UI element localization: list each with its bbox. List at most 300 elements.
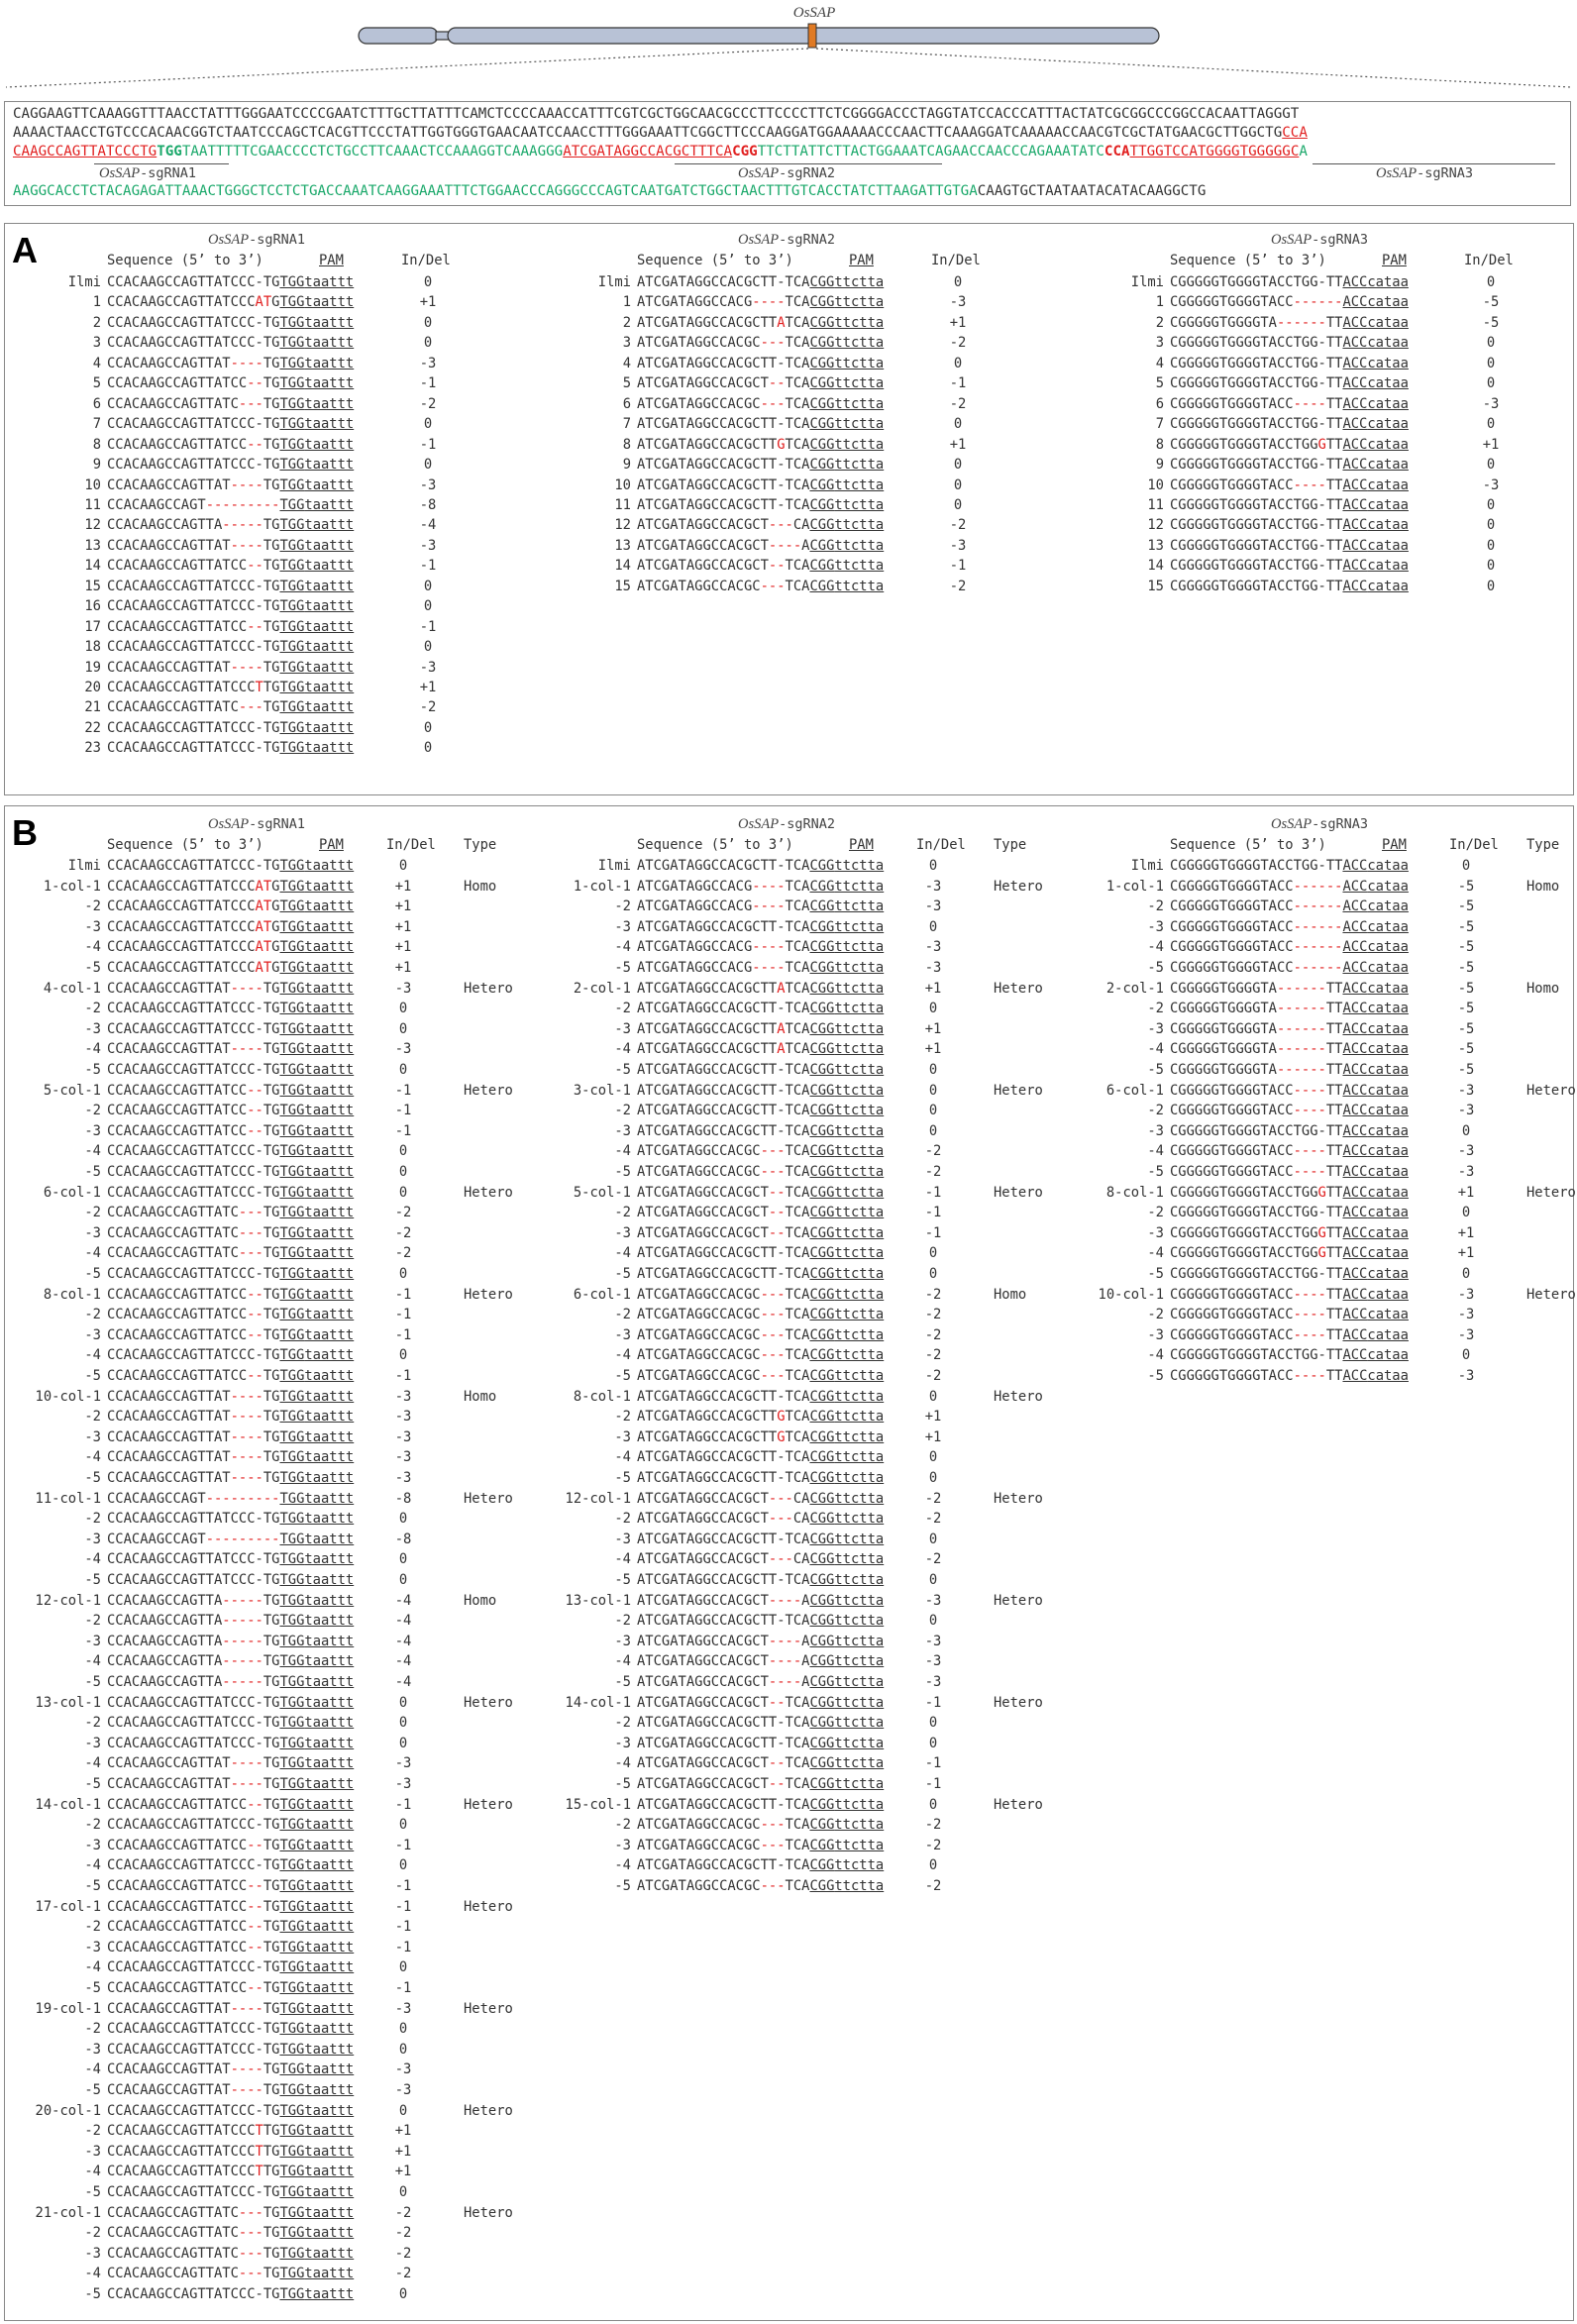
- row-id: -3: [614, 1020, 631, 1037]
- row-indel: 0: [928, 1082, 938, 1099]
- row-sequence: [1170, 1019, 1409, 1039]
- row-indel: -1: [924, 1776, 942, 1792]
- row-sequence: [637, 333, 884, 353]
- row-indel: -1: [394, 1796, 412, 1813]
- sequence-segment: CGGGGGTGGGGTA: [1170, 1062, 1277, 1078]
- sequence-segment: A: [777, 980, 786, 997]
- row-id: 13-col-1: [565, 1592, 631, 1609]
- sequence-segment: --: [768, 1755, 786, 1772]
- row-sequence: [637, 1264, 884, 1284]
- row-id: Ilmi: [1130, 274, 1164, 290]
- sequence-segment: taattt: [304, 2266, 355, 2282]
- sequence-segment: ttctta: [834, 416, 885, 433]
- sequence-segment: TGG: [279, 1184, 305, 1201]
- row-sequence: [1170, 354, 1409, 373]
- sequence-segment: TGG: [279, 1388, 305, 1405]
- column-header-type: Type: [1526, 837, 1560, 853]
- sequence-segment: TG: [263, 395, 280, 412]
- row-sequence: [637, 1387, 884, 1407]
- row-sequence: [637, 999, 884, 1018]
- row-indel: +1: [1482, 436, 1500, 453]
- sequence-segment: ttctta: [834, 1001, 885, 1017]
- sequence-segment: TT: [1325, 1082, 1343, 1099]
- row-sequence: [107, 1876, 354, 1896]
- row-indel: -1: [394, 1326, 412, 1343]
- sequence-segment: TGG: [279, 740, 305, 757]
- sequence-segment: G: [271, 898, 280, 915]
- sequence-segment: ttctta: [834, 1837, 885, 1853]
- row-sequence: [107, 1081, 354, 1101]
- row-id: 6-col-1: [573, 1286, 631, 1303]
- sequence-segment: TG: [263, 680, 280, 695]
- sequence-segment: ACC: [1342, 1082, 1368, 1099]
- sequence-segment: taattt: [304, 1939, 355, 1955]
- row-indel: 0: [953, 274, 963, 290]
- sequence-segment: CCACAAGCCAGTTAT: [107, 537, 231, 554]
- sequence-segment: ttctta: [834, 1796, 885, 1813]
- row-sequence: [1170, 1183, 1409, 1203]
- row-id: -4: [614, 1041, 631, 1058]
- sequence-segment: CGG: [809, 416, 835, 433]
- row-id: 6-col-1: [1105, 1082, 1164, 1099]
- row-id: -3: [1147, 1326, 1164, 1343]
- sequence-segment: TGG: [279, 878, 305, 895]
- row-indel: 0: [928, 1266, 938, 1282]
- sequence-segment: --: [247, 1939, 263, 1955]
- row-sequence: [107, 2142, 354, 2162]
- row-sequence: [107, 2264, 354, 2283]
- row-indel: +1: [1457, 1245, 1475, 1262]
- row-sequence: [1170, 1081, 1409, 1101]
- sequence-segment: AT: [255, 918, 272, 935]
- row-id: -5: [1147, 1368, 1164, 1384]
- sequence-segment: ---: [238, 2266, 263, 2282]
- row-indel: -5: [1457, 939, 1475, 956]
- sequence-segment: A: [801, 1674, 810, 1690]
- sequence-segment: taattt: [304, 1490, 355, 1507]
- sequence-segment: ----: [752, 898, 786, 915]
- row-sequence: [637, 475, 884, 495]
- sequence-segment: TGG: [279, 898, 305, 915]
- row-id: 1-col-1: [1105, 878, 1164, 895]
- sequence-segment: CGG: [809, 1001, 835, 1017]
- column-header-sequence: Sequence (5’ to 3’): [107, 837, 263, 853]
- row-id: 3: [1155, 335, 1164, 352]
- sequence-segment: ACC: [1342, 960, 1368, 976]
- sequence-segment: cataa: [1367, 395, 1409, 412]
- sequence-segment: TCA: [785, 1041, 810, 1058]
- sequence-segment: ATCGATAGGCCACGC: [637, 1307, 761, 1323]
- sequence-segment: ACC: [1342, 537, 1368, 554]
- row-sequence: [1170, 292, 1409, 312]
- row-indel: 0: [398, 1062, 408, 1078]
- sequence-segment: G: [271, 294, 280, 311]
- row-sequence: [107, 979, 354, 999]
- row-id: 2: [92, 314, 101, 331]
- sequence-segment: taattt: [304, 878, 355, 895]
- sequence-segment: ----: [230, 1776, 263, 1792]
- row-id: -3: [1147, 1122, 1164, 1139]
- row-id: -3: [84, 1633, 101, 1649]
- row-sequence: [637, 1591, 884, 1611]
- row-sequence: [107, 1019, 354, 1039]
- sequence-segment: ttctta: [834, 1715, 885, 1732]
- row-indel: -3: [394, 1755, 412, 1772]
- sequence-segment: ttctta: [834, 314, 885, 331]
- row-id: 7: [92, 416, 101, 433]
- sequence-segment: CCACAAGCCAGTTATCCC-TG: [107, 2102, 280, 2119]
- sequence-segment: cataa: [1367, 496, 1409, 513]
- sequence-segment: CCACAAGCCAGTTATCCC-TG: [107, 314, 280, 331]
- row-sequence: [107, 1836, 354, 1855]
- sequence-segment: taattt: [304, 1755, 355, 1772]
- sequence-segment: cataa: [1367, 294, 1409, 311]
- grid-title: OsSAP-sgRNA2: [738, 816, 835, 832]
- sequence-segment: ATCGATAGGCCACG: [637, 939, 753, 956]
- sequence-segment: TCA: [785, 939, 810, 956]
- sequence-segment: CCACAAGCCAGTTAT: [107, 1041, 231, 1058]
- row-sequence: [107, 1713, 354, 1733]
- sequence-segment: ttctta: [834, 1082, 885, 1099]
- sequence-segment: ttctta: [834, 1409, 885, 1426]
- row-indel: +1: [1457, 1184, 1475, 1201]
- sequence-segment: CGGGGGTGGGGTACC: [1170, 898, 1294, 915]
- sequence-segment: TGG: [279, 1837, 305, 1853]
- sequence-segment: cataa: [1367, 1143, 1409, 1160]
- sequence-segment: ACC: [1342, 1143, 1368, 1160]
- row-indel: -5: [1457, 1020, 1475, 1037]
- row-id: 19: [84, 659, 101, 676]
- grid-title: OsSAP-sgRNA3: [1271, 816, 1368, 832]
- row-indel: 0: [423, 274, 433, 290]
- sequence-segment: CCACAAGCCAGTTATCC: [107, 1286, 248, 1303]
- zoom-line-left: [6, 49, 808, 87]
- row-id: -4: [84, 1755, 101, 1772]
- sequence-segment: ATCGATAGGCCACGCTT-TCA: [637, 416, 810, 433]
- sequence-segment: ACC: [1342, 1307, 1368, 1323]
- row-indel: -2: [924, 1347, 942, 1364]
- sequence-segment: ATCGATAGGCCACGCTT: [637, 1409, 778, 1426]
- row-indel: -3: [1457, 1082, 1475, 1099]
- column-header-pam: PAM: [849, 837, 874, 853]
- sequence-segment: CCACAAGCCAGTTATCCC-TG: [107, 2184, 280, 2200]
- row-id: -5: [84, 1674, 101, 1690]
- sequence-segment: ttctta: [834, 496, 885, 513]
- sequence-segment: taattt: [304, 1694, 355, 1711]
- row-indel: -2: [924, 1878, 942, 1894]
- sequence-segment: cataa: [1367, 1326, 1409, 1343]
- sequence-segment: CCACAAGCCAGTTATCCC-TG: [107, 1164, 280, 1180]
- sequence-segment: TGG: [279, 1572, 305, 1588]
- sequence-segment: CCACAAGCCAGTTATCCC: [107, 2143, 256, 2160]
- sequence-segment: ATCGATAGGCCACGCTT-TCA: [637, 1001, 810, 1017]
- row-sequence: [107, 1672, 354, 1692]
- sequence-segment: CGG: [809, 1122, 835, 1139]
- row-indel: 0: [1461, 858, 1471, 874]
- sequence-segment: CCACAAGCCAGT: [107, 1531, 206, 1547]
- row-id: -5: [614, 1878, 631, 1894]
- sequence-segment: TTCTTATTCTTACTGGAAATCAGAACCAACCCAGAAATATC: [757, 144, 1104, 159]
- row-id: -4: [614, 939, 631, 956]
- sequence-segment: ATCGATAGGCCACGC: [637, 1143, 761, 1160]
- row-type: Hetero: [994, 878, 1043, 895]
- sequence-segment: TCA: [785, 335, 810, 352]
- row-indel: -1: [394, 1286, 412, 1303]
- row-id: 1-col-1: [43, 878, 101, 895]
- sequence-segment: taattt: [304, 740, 355, 757]
- sequence-segment: ----: [768, 1653, 802, 1670]
- row-indel: +1: [924, 1041, 942, 1058]
- row-indel: -3: [924, 939, 942, 956]
- row-id: -4: [84, 1551, 101, 1568]
- sequence-segment: TG: [263, 1776, 280, 1792]
- sequence-segment: ttctta: [834, 335, 885, 352]
- row-id: 13-col-1: [35, 1694, 101, 1711]
- sequence-segment: ATCGATAGGCCACGCTT-TCA: [637, 1470, 810, 1486]
- row-id: -4: [614, 1857, 631, 1874]
- sequence-segment: ATCGATAGGCCACGCT: [637, 1776, 769, 1792]
- sequence-segment: ----: [768, 1633, 802, 1649]
- sequence-segment: ttctta: [834, 1857, 885, 1874]
- sgrna2-label: OsSAP-sgRNA2: [738, 165, 835, 181]
- sequence-segment: TGG: [279, 1470, 305, 1486]
- sequence-segment: ATCGATAGGCCACGCTT-TCA: [637, 1531, 810, 1547]
- row-sequence: [1170, 856, 1409, 876]
- sequence-segment: TT: [1325, 1020, 1343, 1037]
- row-id: -4: [614, 1551, 631, 1568]
- sequence-segment: ---: [238, 2225, 263, 2242]
- row-type: Hetero: [464, 2102, 513, 2119]
- row-sequence: [107, 373, 354, 393]
- sequence-segment: taattt: [304, 1551, 355, 1568]
- sequence-segment: ATCGATAGGCCACG: [637, 960, 753, 976]
- row-sequence: [637, 1223, 884, 1243]
- sequence-segment: CGG: [809, 375, 835, 392]
- row-id: -3: [84, 2245, 101, 2262]
- sequence-segment: ----: [230, 2061, 263, 2078]
- sequence-segment: TG: [263, 537, 280, 554]
- row-id: Ilmi: [67, 274, 101, 290]
- sequence-segment: TG: [263, 1653, 280, 1670]
- row-id: 11: [1147, 496, 1164, 513]
- sequence-segment: ---: [760, 1837, 786, 1853]
- sequence-segment: TG: [263, 699, 280, 716]
- sequence-segment: TG: [263, 1307, 280, 1323]
- row-indel: -2: [924, 1551, 942, 1568]
- row-indel: -2: [394, 2204, 412, 2221]
- sequence-segment: ------: [1276, 1001, 1326, 1017]
- sequence-segment: TCA: [785, 436, 810, 453]
- sequence-segment: ACC: [1342, 898, 1368, 915]
- panel-b: [4, 805, 1574, 2321]
- sequence-segment: CCACAAGCCAGTTATCCC-TG: [107, 740, 280, 757]
- sgrna3-label: OsSAP-sgRNA3: [1376, 165, 1473, 181]
- row-indel: -4: [394, 1633, 412, 1649]
- row-id: -2: [614, 1715, 631, 1732]
- sequence-segment: TG: [263, 618, 280, 635]
- sequence-segment: CGG: [809, 1715, 835, 1732]
- sequence-segment: ttctta: [834, 395, 885, 412]
- sequence-segment: TGG: [279, 618, 305, 635]
- row-id: -5: [84, 1776, 101, 1792]
- sequence-segment: taattt: [304, 274, 355, 290]
- row-id: 16: [84, 598, 101, 615]
- sequence-segment: ------: [1276, 980, 1326, 997]
- sequence-segment: TG: [263, 1674, 280, 1690]
- sequence-segment: TT: [1325, 1245, 1343, 1262]
- sequence-segment: taattt: [304, 2245, 355, 2262]
- row-indel: -2: [924, 1307, 942, 1323]
- column-header-pam: PAM: [319, 253, 344, 268]
- row-id: 13: [1147, 537, 1164, 554]
- sequence-line: [13, 183, 1206, 199]
- row-sequence: [107, 272, 354, 292]
- row-id: 20: [84, 680, 101, 695]
- row-id: -2: [614, 1001, 631, 1017]
- sequence-segment: taattt: [304, 578, 355, 594]
- row-indel: 0: [928, 1531, 938, 1547]
- sequence-segment: CCACAAGCCAGTTATCC: [107, 1368, 248, 1384]
- column-header-indel: In/Del: [916, 837, 966, 853]
- sequence-segment: CCACAAGCCAGTTATCC: [107, 1898, 248, 1915]
- sequence-segment: ttctta: [834, 980, 885, 997]
- row-id: 7: [1155, 416, 1164, 433]
- column-header-sequence: Sequence (5’ to 3’): [637, 253, 793, 268]
- sequence-segment: ttctta: [834, 375, 885, 392]
- sequence-segment: ttctta: [834, 1735, 885, 1751]
- sequence-segment: ACC: [1342, 980, 1368, 997]
- sequence-segment: CGGGGGTGGGGTACC: [1170, 1326, 1294, 1343]
- sequence-segment: TG: [263, 1041, 280, 1058]
- row-sequence: [637, 1203, 884, 1222]
- row-indel: -4: [419, 517, 437, 534]
- row-sequence: [637, 1121, 884, 1141]
- sequence-segment: taattt: [304, 1837, 355, 1853]
- row-id: -4: [1147, 1041, 1164, 1058]
- sequence-segment: ACC: [1342, 1020, 1368, 1037]
- sequence-segment: TGG: [279, 1409, 305, 1426]
- sequence-segment: TGG: [279, 1062, 305, 1078]
- grid-title: OsSAP-sgRNA1: [208, 232, 305, 248]
- row-indel: -3: [394, 2082, 412, 2098]
- row-sequence: [107, 1855, 354, 1875]
- sequence-segment: ---: [768, 517, 793, 534]
- sequence-segment: CCACAAGCCAGTTATCCC-TG: [107, 1347, 280, 1364]
- sequence-segment: CGG: [809, 1776, 835, 1792]
- row-type: Homo: [464, 1592, 497, 1609]
- sequence-segment: CCACAAGCCAGTTATCCC: [107, 680, 256, 695]
- sequence-segment: cataa: [1367, 1245, 1409, 1262]
- row-id: -4: [614, 1143, 631, 1160]
- grid-title: OsSAP-sgRNA1: [208, 816, 305, 832]
- row-indel: -4: [394, 1592, 412, 1609]
- sequence-segment: ttctta: [834, 1817, 885, 1834]
- sequence-segment: TGG: [279, 1817, 305, 1834]
- row-sequence: [107, 2162, 354, 2181]
- row-sequence: [107, 1468, 354, 1488]
- row-indel: 0: [398, 1001, 408, 1017]
- sequence-segment: CGG: [809, 496, 835, 513]
- sequence-segment: ATCGATAGGCCACGCT: [637, 1184, 769, 1201]
- sequence-segment: ACC: [1342, 314, 1368, 331]
- row-indel: -2: [419, 699, 437, 716]
- row-id: -4: [84, 1143, 101, 1160]
- sequence-segment: ATCGATAGGCCACGC: [637, 1878, 761, 1894]
- row-indel: -1: [394, 1122, 412, 1139]
- sequence-segment: ACC: [1342, 1062, 1368, 1078]
- row-id: -3: [84, 1224, 101, 1241]
- sequence-segment: CGG: [809, 1103, 835, 1119]
- sequence-segment: ttctta: [834, 537, 885, 554]
- row-sequence: [107, 1815, 354, 1835]
- row-sequence: [107, 1753, 354, 1773]
- sequence-segment: taattt: [304, 1184, 355, 1201]
- sequence-segment: --: [247, 1122, 263, 1139]
- sequence-segment: ttctta: [834, 355, 885, 371]
- sequence-segment: TGG: [279, 699, 305, 716]
- sequence-segment: CGG: [809, 1041, 835, 1058]
- column-header-indel: In/Del: [1449, 837, 1499, 853]
- sequence-segment: CGG: [809, 1592, 835, 1609]
- sequence-segment: ttctta: [834, 1470, 885, 1486]
- row-sequence: [107, 536, 354, 556]
- row-id: -4: [1147, 1143, 1164, 1160]
- sequence-segment: TG: [263, 476, 280, 493]
- sequence-segment: taattt: [304, 1205, 355, 1221]
- row-sequence: [1170, 313, 1409, 333]
- sequence-segment: CCACAAGCCAGTTAT: [107, 980, 231, 997]
- sequence-segment: G: [1317, 1184, 1326, 1201]
- row-indel: -1: [924, 1184, 942, 1201]
- sequence-segment: CGGGGGTGGGGTACC: [1170, 476, 1294, 493]
- row-id: -5: [84, 1266, 101, 1282]
- sequence-segment: CGGGGGTGGGGTACCTGG: [1170, 1184, 1318, 1201]
- row-indel: 0: [398, 1511, 408, 1528]
- sequence-segment: CGG: [809, 537, 835, 554]
- sequence-segment: ttctta: [834, 1490, 885, 1507]
- row-type: Hetero: [994, 980, 1043, 997]
- row-sequence: [107, 515, 354, 535]
- sequence-segment: ------: [1293, 960, 1343, 976]
- sequence-segment: TGG: [279, 2184, 305, 2200]
- row-indel: -2: [924, 1817, 942, 1834]
- row-sequence: [107, 937, 354, 957]
- row-sequence: [107, 2060, 354, 2079]
- sequence-segment: ttctta: [834, 1266, 885, 1282]
- sequence-segment: --: [768, 375, 786, 392]
- row-id: -3: [1147, 1020, 1164, 1037]
- sequence-segment: ttctta: [834, 1653, 885, 1670]
- row-id: -2: [614, 898, 631, 915]
- sequence-segment: CCACAAGCCAGTTATCC: [107, 558, 248, 575]
- sequence-segment: TGG: [279, 1511, 305, 1528]
- sequence-segment: taattt: [304, 1511, 355, 1528]
- row-sequence: [107, 1039, 354, 1059]
- row-sequence: [107, 556, 354, 576]
- sequence-segment: ttctta: [834, 939, 885, 956]
- sequence-segment: TT: [1325, 1001, 1343, 1017]
- sequence-segment: ACC: [1342, 416, 1368, 433]
- sequence-segment: ttctta: [834, 960, 885, 976]
- sequence-segment: TCA: [785, 1347, 810, 1364]
- row-sequence: [107, 1734, 354, 1753]
- sequence-segment: TCA: [785, 314, 810, 331]
- sequence-segment: ttctta: [834, 918, 885, 935]
- sequence-segment: taattt: [304, 1633, 355, 1649]
- sequence-segment: CGGGGGTGGGGTA: [1170, 314, 1277, 331]
- row-sequence: [637, 1427, 884, 1447]
- sequence-segment: ACC: [1342, 274, 1368, 290]
